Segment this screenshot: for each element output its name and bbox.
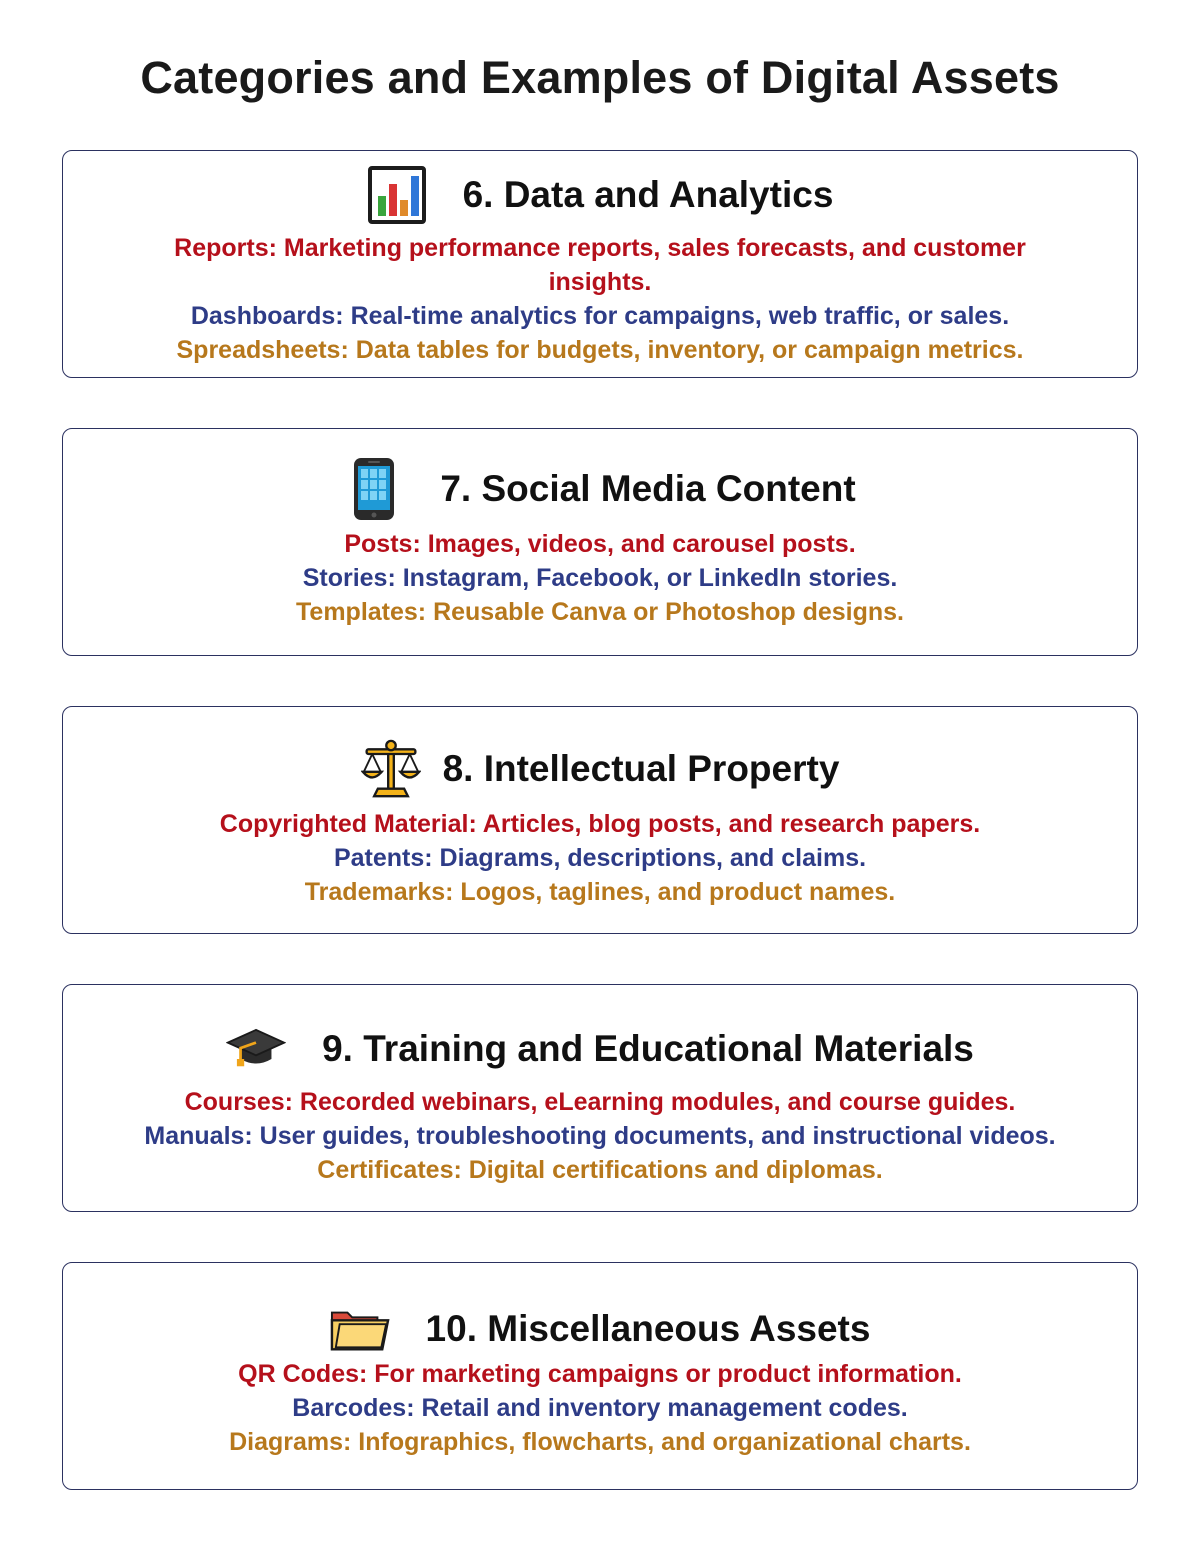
description-line: Manuals: User guides, troubleshooting documents, and instructional videos. [144, 1122, 1056, 1150]
card-header [63, 459, 1137, 519]
category-card-training [62, 984, 1138, 1212]
mobile-phone-icon [344, 459, 404, 519]
card-title: 10. Miscellaneous Assets [425, 1308, 871, 1349]
description-line: Stories: Instagram, Facebook, or LinkedIn stories. [302, 564, 898, 592]
description-line: Posts: Images, videos, and carousel posts. [344, 530, 856, 558]
category-card-data-analytics [62, 150, 1138, 378]
description-line: Courses: Recorded webinars, eLearning modules, and course guides. [184, 1088, 1016, 1116]
bar-chart-icon [367, 165, 427, 225]
page-title: Categories and Examples of Digital Assets [140, 52, 1060, 103]
card-description [63, 1085, 1137, 1187]
category-card-intellectual-property [62, 706, 1138, 934]
description-line: QR Codes: For marketing campaigns or product information. [238, 1360, 962, 1388]
description-line: Diagrams: Infographics, flowcharts, and organizational charts. [229, 1428, 971, 1456]
card-title: 7. Social Media Content [440, 468, 856, 509]
category-card-miscellaneous [62, 1262, 1138, 1490]
description-line: Spreadsheets: Data tables for budgets, inventory, or campaign metrics. [176, 336, 1024, 364]
category-card-social-media [62, 428, 1138, 656]
card-description [63, 231, 1137, 367]
open-folder-icon [330, 1299, 390, 1359]
card-description [63, 1357, 1137, 1459]
graduation-cap-icon [226, 1019, 286, 1079]
description-line: Barcodes: Retail and inventory management codes. [292, 1394, 908, 1422]
description-line: Dashboards: Real-time analytics for campaigns, web traffic, or sales. [190, 302, 1010, 330]
card-description [63, 807, 1137, 909]
card-header [63, 1299, 1137, 1359]
card-description [63, 527, 1137, 629]
card-title: 6. Data and Analytics [462, 174, 834, 215]
card-title: 8. Intellectual Property [442, 748, 840, 789]
description-line: Reports: Marketing performance reports, sales forecasts, and customer insights. [174, 234, 1026, 296]
description-line: Copyrighted Material: Articles, blog posts, and research papers. [219, 810, 981, 838]
card-header [63, 1019, 1137, 1079]
card-title: 9. Training and Educational Materials [322, 1028, 974, 1069]
description-line: Templates: Reusable Canva or Photoshop designs. [296, 598, 904, 626]
balance-scale-icon [361, 739, 421, 799]
card-header [63, 165, 1137, 225]
description-line: Certificates: Digital certifications and diplomas. [317, 1156, 883, 1184]
description-line: Patents: Diagrams, descriptions, and claims. [333, 844, 867, 872]
description-line: Trademarks: Logos, taglines, and product names. [304, 878, 896, 906]
card-header [63, 739, 1137, 799]
